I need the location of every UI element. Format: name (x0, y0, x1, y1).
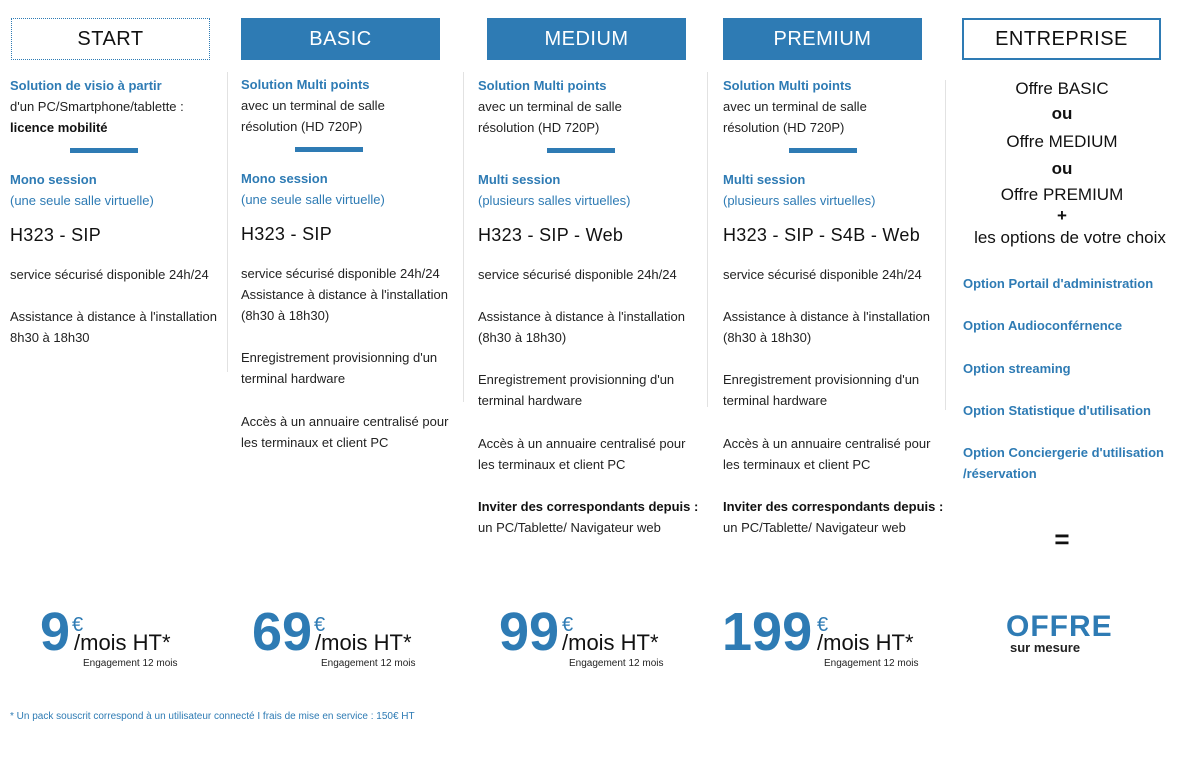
option-concierge[interactable] (963, 442, 1183, 484)
price-start (40, 600, 200, 680)
price-entreprise (1000, 600, 1120, 680)
feature-solution: Solution de visio à partir (10, 78, 162, 93)
offer-plus: + (1057, 206, 1067, 225)
offer-medium: Offre MEDIUM (1006, 132, 1118, 151)
feature-assistance: Assistance à distance à l'installation (241, 287, 448, 302)
plan-header-premium[interactable]: PREMIUM (723, 18, 922, 60)
feature-protocol: H323 - SIP (241, 224, 333, 244)
feature-terminal: avec un terminal de salle (241, 98, 385, 113)
price-amount: 69 (252, 602, 313, 662)
feature-protocol: H323 - SIP (10, 225, 102, 245)
feature-provisioning-hw: terminal hardware (723, 393, 828, 408)
feature-device: d'un PC/Smartphone/tablette : (10, 99, 184, 114)
option-statistics[interactable]: Option Statistique d'utilisation (963, 403, 1151, 418)
feature-terminal: avec un terminal de salle (723, 99, 867, 114)
plan-features-medium (478, 75, 703, 538)
feature-directory-clients: les terminaux et client PC (723, 457, 871, 472)
price-custom-sub: sur mesure (1010, 640, 1081, 655)
column-divider (463, 72, 464, 402)
price-period: /mois HT* (74, 630, 171, 655)
plan-header-basic[interactable]: BASIC (241, 18, 440, 60)
feature-session: Mono session (241, 171, 328, 186)
price-premium (722, 600, 932, 680)
price-amount: 199 (722, 602, 813, 662)
price-currency: € (72, 614, 84, 636)
feature-protocol: H323 - SIP - Web (478, 225, 624, 245)
feature-invite: Inviter des correspondants depuis : (478, 499, 699, 514)
feature-directory-clients: les terminaux et client PC (241, 435, 389, 450)
feature-protocol: H323 - SIP - S4B - Web (723, 225, 921, 245)
separator-bar (789, 148, 857, 153)
feature-service: service sécurisé disponible 24h/24 (478, 267, 677, 282)
offer-or: ou (1051, 104, 1073, 123)
price-amount: 99 (499, 602, 560, 662)
plan-features-start (10, 75, 225, 348)
feature-session: Multi session (723, 172, 806, 187)
feature-solution: Solution Multi points (241, 77, 370, 92)
feature-solution: Solution Multi points (478, 78, 607, 93)
price-engagement: Engagement 12 mois (824, 658, 919, 669)
price-currency: € (817, 614, 829, 636)
feature-directory: Accès à un annuaire centralisé pour (723, 436, 931, 451)
feature-license: licence mobilité (10, 120, 108, 135)
feature-provisioning-hw: terminal hardware (241, 371, 346, 386)
offer-premium: Offre PREMIUM (1000, 185, 1124, 204)
option-concierge-line2: /réservation (963, 466, 1037, 481)
feature-provisioning: Enregistrement provisionning d'un (478, 372, 675, 387)
feature-session-sub: (plusieurs salles virtuelles) (723, 193, 876, 208)
feature-invite-devices: un PC/Tablette/ Navigateur web (478, 520, 661, 535)
price-currency: € (314, 614, 326, 636)
column-divider (707, 72, 708, 407)
feature-resolution: résolution (HD 720P) (723, 120, 845, 135)
feature-session-sub: (une seule salle virtuelle) (10, 193, 154, 208)
price-currency: € (562, 614, 574, 636)
price-basic (252, 600, 432, 680)
feature-resolution: résolution (HD 720P) (478, 120, 600, 135)
price-period: /mois HT* (817, 630, 914, 655)
feature-invite: Inviter des correspondants depuis : (723, 499, 944, 514)
separator-bar (295, 147, 363, 152)
plan-features-premium (723, 75, 948, 538)
option-concierge-line1: Option Conciergerie d'utilisation (963, 445, 1164, 460)
feature-assistance-hours: 8h30 à 18h30 (10, 330, 90, 345)
plan-header-medium[interactable]: MEDIUM (487, 18, 686, 60)
offer-options-text: les options de votre choix (974, 228, 1166, 247)
price-period: /mois HT* (562, 630, 659, 655)
plan-features-basic (241, 74, 461, 453)
feature-session: Mono session (10, 172, 97, 187)
feature-provisioning: Enregistrement provisionning d'un (723, 372, 920, 387)
feature-assistance-hours: (8h30 à 18h30) (241, 308, 330, 323)
column-divider (227, 72, 228, 372)
feature-directory-clients: les terminaux et client PC (478, 457, 626, 472)
option-admin-portal[interactable]: Option Portail d'administration (963, 276, 1154, 291)
feature-service: service sécurisé disponible 24h/24 (10, 267, 209, 282)
offer-or: ou (1051, 159, 1073, 178)
plan-header-entreprise[interactable]: ENTREPRISE (962, 18, 1161, 60)
price-custom-offer: OFFRE (1006, 610, 1113, 643)
feature-service: service sécurisé disponible 24h/24 (723, 267, 922, 282)
feature-session: Multi session (478, 172, 561, 187)
feature-solution: Solution Multi points (723, 78, 852, 93)
feature-service: service sécurisé disponible 24h/24 (241, 266, 440, 281)
price-engagement: Engagement 12 mois (569, 658, 664, 669)
option-audioconference[interactable]: Option Audioconférnence (963, 318, 1123, 333)
feature-assistance: Assistance à distance à l'installation (478, 309, 685, 324)
feature-provisioning: Enregistrement provisionning d'un (241, 350, 438, 365)
separator-bar (547, 148, 615, 153)
feature-directory: Accès à un annuaire centralisé pour (478, 436, 686, 451)
option-streaming[interactable]: Option streaming (963, 361, 1071, 376)
feature-provisioning-hw: terminal hardware (478, 393, 583, 408)
feature-session-sub: (plusieurs salles virtuelles) (478, 193, 631, 208)
feature-assistance: Assistance à distance à l'installation (10, 309, 217, 324)
equals-sign: = (1054, 524, 1070, 554)
feature-resolution: résolution (HD 720P) (241, 119, 363, 134)
separator-bar (70, 148, 138, 153)
feature-terminal: avec un terminal de salle (478, 99, 622, 114)
feature-invite-devices: un PC/Tablette/ Navigateur web (723, 520, 906, 535)
feature-directory: Accès à un annuaire centralisé pour (241, 414, 449, 429)
feature-assistance-hours: (8h30 à 18h30) (723, 330, 812, 345)
offer-basic: Offre BASIC (1015, 79, 1109, 98)
price-amount: 9 (40, 602, 71, 662)
feature-assistance: Assistance à distance à l'installation (723, 309, 930, 324)
plan-header-start[interactable]: START (11, 18, 210, 60)
price-engagement: Engagement 12 mois (321, 658, 416, 669)
price-engagement: Engagement 12 mois (83, 658, 178, 669)
price-period: /mois HT* (315, 630, 412, 655)
footnote: * Un pack souscrit correspond à un utilisateur connecté I frais de mise en service : 150€ HT (10, 711, 415, 722)
feature-assistance-hours: (8h30 à 18h30) (478, 330, 567, 345)
feature-session-sub: (une seule salle virtuelle) (241, 192, 385, 207)
price-medium (499, 600, 679, 680)
